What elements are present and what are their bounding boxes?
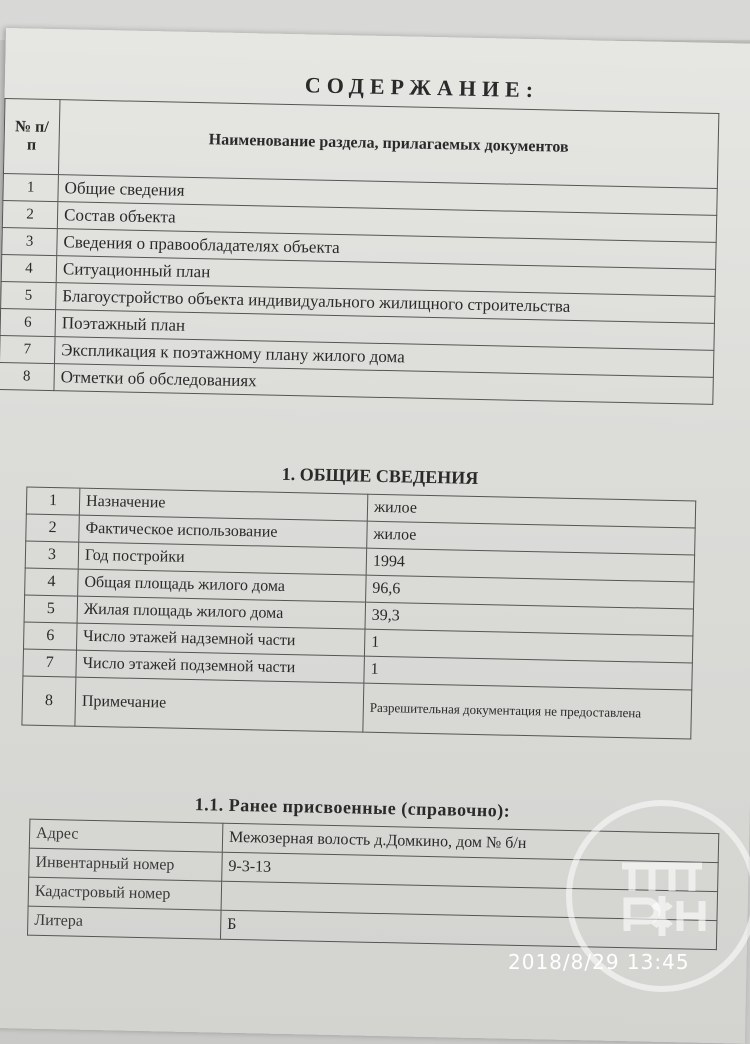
field-value: Разрешительная документация не предоставлена xyxy=(363,683,692,739)
row-number: 7 xyxy=(0,335,55,363)
row-number: 5 xyxy=(24,595,78,623)
field-label: Литера xyxy=(28,906,222,939)
section-name: Благоустройство объекта индивидуального жилищного строительства xyxy=(56,283,715,324)
seal-emblem-icon xyxy=(602,836,722,956)
section-name: Сведения о правообладателях объекта xyxy=(57,229,716,270)
section-name: Отметки об обследованиях xyxy=(54,364,713,405)
contents-header-num: № п/п xyxy=(3,98,60,174)
field-label: Число этажей надземной части xyxy=(76,623,365,656)
field-value: Межозерная волость д.Домкино, дом № б/н xyxy=(222,823,718,862)
field-value: 1994 xyxy=(366,548,694,582)
document-title: СОДЕРЖАНИЕ: xyxy=(304,72,540,103)
row-number: 4 xyxy=(1,254,57,282)
field-value: жилое xyxy=(367,494,695,528)
row-number: 3 xyxy=(25,541,79,569)
field-label: Жилая площадь жилого дома xyxy=(77,596,366,629)
contents-table xyxy=(0,98,719,405)
field-label: Число этажей подземной части xyxy=(76,650,365,683)
field-value: 39,3 xyxy=(365,602,693,636)
field-value: 9-3-13 xyxy=(222,852,718,891)
field-value: 96,6 xyxy=(366,575,694,609)
field-value: 1 xyxy=(364,629,692,663)
row-number: 7 xyxy=(23,649,77,677)
section-name: Состав объекта xyxy=(57,202,716,243)
row-number: 1 xyxy=(3,173,59,201)
field-value: 1 xyxy=(364,656,692,690)
section-name: Экспликация к поэтажному плану жилого дома xyxy=(54,337,713,378)
row-number: 2 xyxy=(26,514,80,542)
section1-1-title: 1.1. Ранее присвоенные (справочно): xyxy=(194,794,511,821)
row-number: 4 xyxy=(25,568,79,596)
row-number: 8 xyxy=(22,676,76,726)
field-label: Адрес xyxy=(29,819,223,852)
section-name: Поэтажный план xyxy=(55,310,714,351)
row-number: 2 xyxy=(2,200,58,228)
section-name: Ситуационный план xyxy=(56,256,715,297)
row-number: 6 xyxy=(0,308,56,336)
field-label: Примечание xyxy=(75,677,364,732)
field-label: Назначение xyxy=(79,488,368,521)
general-info-table xyxy=(21,487,696,740)
field-value: жилое xyxy=(367,521,695,555)
section-name: Общие сведения xyxy=(58,175,717,216)
contents-header-name: Наименование раздела, прилагаемых документов xyxy=(58,100,718,189)
row-number: 8 xyxy=(0,362,54,390)
field-label: Год постройки xyxy=(78,542,367,575)
row-number: 6 xyxy=(23,622,77,650)
field-label: Фактическое использование xyxy=(79,515,368,548)
photo-timestamp: 2018/8/29 13:45 xyxy=(508,950,690,974)
section1-title: 1. ОБЩИЕ СВЕДЕНИЯ xyxy=(281,463,479,488)
field-label: Общая площадь жилого дома xyxy=(78,569,367,602)
field-value: Б xyxy=(220,910,716,949)
field-label: Кадастровый номер xyxy=(28,877,222,910)
row-number: 3 xyxy=(2,227,58,255)
row-number: 1 xyxy=(26,487,80,515)
row-number: 5 xyxy=(1,281,57,309)
field-label: Инвентарный номер xyxy=(29,848,223,881)
